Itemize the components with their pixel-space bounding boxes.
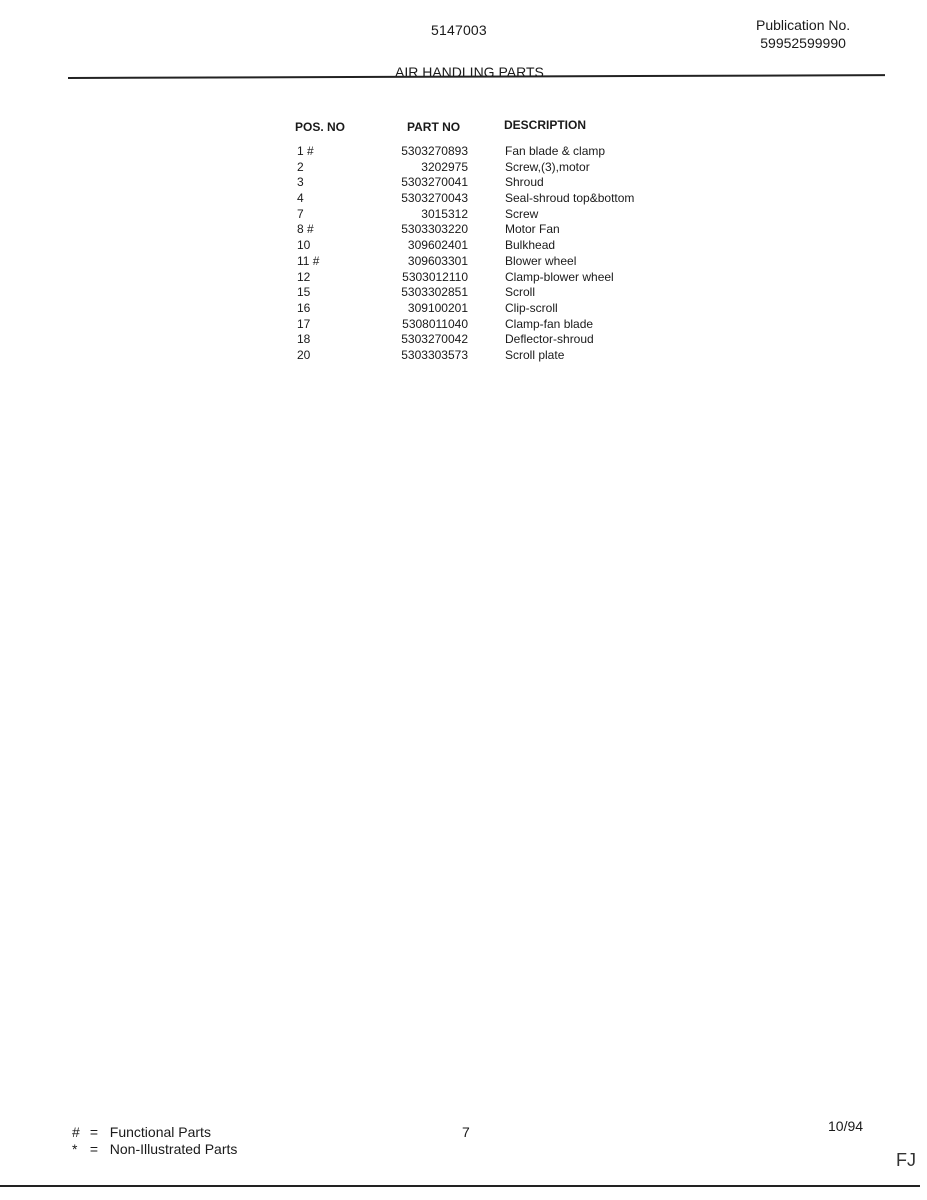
legend-item-non-illustrated bbox=[72, 1141, 237, 1158]
part-number-cell: 5303270041 bbox=[401, 175, 468, 190]
parts-rows bbox=[295, 144, 675, 364]
part-number-cell: 3015312 bbox=[421, 206, 468, 221]
pos-cell: 1 # bbox=[297, 144, 314, 158]
pos-cell: 20 bbox=[297, 347, 311, 362]
table-row bbox=[295, 175, 675, 191]
pos-cell: 2 bbox=[297, 159, 304, 174]
pos-cell: 17 bbox=[297, 316, 311, 331]
publication-number: 59952599990 bbox=[760, 35, 846, 51]
publication-block bbox=[756, 16, 850, 52]
table-row bbox=[295, 270, 675, 286]
table-row bbox=[295, 191, 675, 207]
legend-symbol: * bbox=[72, 1141, 78, 1157]
description-cell: Screw bbox=[505, 206, 539, 221]
legend-equals: = bbox=[89, 1124, 99, 1140]
description-cell: Scroll bbox=[505, 285, 536, 300]
column-header-description: DESCRIPTION bbox=[504, 118, 587, 132]
pos-cell: 4 bbox=[297, 191, 304, 206]
table-row bbox=[295, 207, 675, 223]
legend-meaning: Non-Illustrated Parts bbox=[109, 1141, 238, 1157]
table-row bbox=[295, 254, 675, 270]
part-number-cell: 5303270042 bbox=[401, 332, 468, 347]
legend bbox=[72, 1124, 237, 1158]
table-row bbox=[295, 222, 675, 238]
description-cell: Bulkhead bbox=[505, 238, 556, 253]
revision-date: 10/94 bbox=[828, 1118, 864, 1134]
column-header-pos: POS. NO bbox=[295, 120, 346, 134]
description-cell: Fan blade & clamp bbox=[505, 144, 606, 158]
section-title: AIR HANDLING PARTS bbox=[395, 64, 544, 80]
description-cell: Scroll plate bbox=[505, 347, 565, 362]
table-row bbox=[295, 238, 675, 254]
legend-symbol: # bbox=[72, 1124, 80, 1140]
pos-cell: 10 bbox=[297, 238, 311, 253]
legend-item-functional bbox=[72, 1124, 237, 1141]
description-cell: Clamp-blower wheel bbox=[505, 269, 614, 284]
table-row bbox=[295, 301, 675, 317]
part-number-cell: 5303303573 bbox=[401, 347, 468, 362]
part-number-cell: 5303270043 bbox=[401, 191, 468, 206]
part-number-cell: 5303270893 bbox=[401, 144, 468, 158]
pos-cell: 11 # bbox=[297, 253, 320, 268]
part-number-cell: 5303303220 bbox=[401, 222, 468, 237]
handwritten-mark: FJ bbox=[896, 1150, 916, 1170]
column-header-part: PART NO bbox=[407, 120, 461, 134]
part-number-cell: 309602401 bbox=[407, 238, 468, 253]
pos-cell: 16 bbox=[297, 300, 311, 315]
description-cell: Deflector-shroud bbox=[505, 332, 594, 347]
part-number-cell: 309100201 bbox=[407, 300, 468, 315]
pos-cell: 15 bbox=[297, 285, 311, 300]
description-cell: Blower wheel bbox=[505, 253, 577, 268]
part-number-cell: 5303302851 bbox=[401, 285, 468, 300]
table-row bbox=[295, 144, 675, 160]
part-number-cell: 5308011040 bbox=[402, 316, 468, 331]
table-row bbox=[295, 317, 675, 333]
description-cell: Clip-scroll bbox=[505, 300, 558, 315]
pos-cell: 18 bbox=[297, 332, 311, 347]
page-number: 7 bbox=[462, 1124, 470, 1140]
pos-cell: 7 bbox=[297, 206, 304, 221]
description-cell: Shroud bbox=[505, 175, 544, 190]
table-row bbox=[295, 285, 675, 301]
description-cell: Seal-shroud top&bottom bbox=[505, 191, 635, 206]
legend-meaning: Functional Parts bbox=[109, 1124, 211, 1140]
legend-equals: = bbox=[89, 1141, 99, 1157]
part-number-cell: 5303012110 bbox=[402, 269, 468, 284]
description-cell: Motor Fan bbox=[505, 222, 560, 237]
part-number-cell: 309603301 bbox=[407, 253, 468, 268]
part-number-cell: 3202975 bbox=[421, 159, 468, 174]
description-cell: Screw,(3),motor bbox=[505, 159, 590, 174]
pos-cell: 3 bbox=[297, 175, 304, 190]
table-row bbox=[295, 332, 675, 348]
model-number: 5147003 bbox=[431, 22, 487, 38]
description-cell: Clamp-fan blade bbox=[505, 316, 594, 331]
table-row bbox=[295, 348, 675, 364]
pos-cell: 12 bbox=[297, 269, 311, 284]
table-row bbox=[295, 160, 675, 176]
footer-divider bbox=[0, 1185, 920, 1187]
pos-cell: 8 # bbox=[297, 222, 314, 237]
publication-label: Publication No. bbox=[756, 17, 851, 33]
